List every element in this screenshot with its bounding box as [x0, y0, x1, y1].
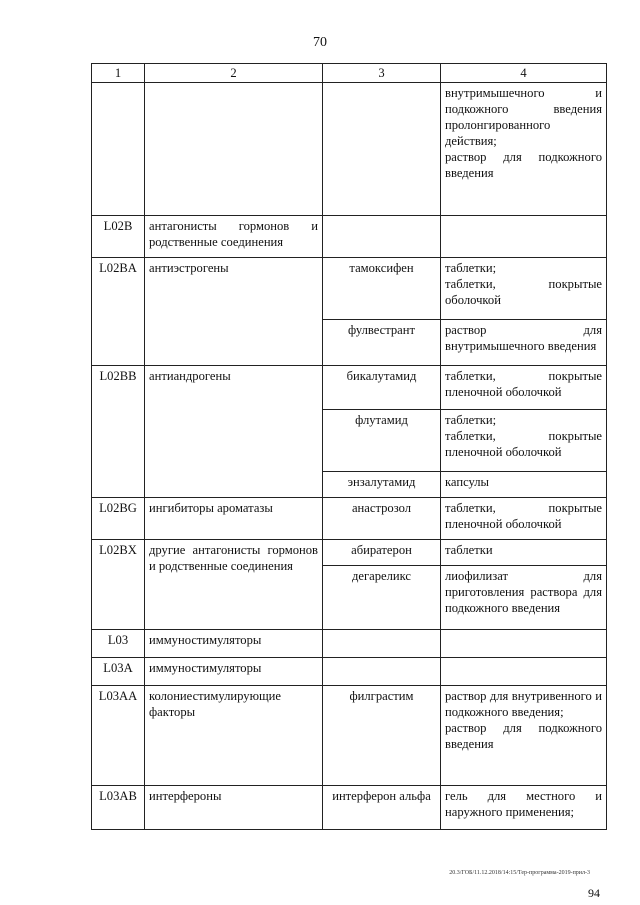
drug-cell: интерферон альфа	[323, 786, 441, 830]
atc-code-cell: L02BA	[92, 258, 145, 366]
group-cell	[145, 83, 323, 216]
group-cell: интерфероны	[145, 786, 323, 830]
header-col-1: 1	[92, 64, 145, 83]
drug-cell: флутамид	[323, 410, 441, 472]
header-col-4: 4	[441, 64, 607, 83]
table-row	[92, 686, 607, 786]
table-row	[92, 658, 607, 686]
page-number: 70	[313, 35, 327, 50]
header-col-2: 2	[145, 64, 323, 83]
drug-cell: абиратерон	[323, 540, 441, 566]
atc-code-cell	[92, 83, 145, 216]
group-cell: иммуностимуляторы	[145, 658, 323, 686]
drug-cell: фулвестрант	[323, 320, 441, 366]
atc-code-cell: L03AA	[92, 686, 145, 786]
drug-cell	[323, 630, 441, 658]
dosage-forms-cell: таблетки, покрытые пленочной оболочкой	[441, 366, 607, 410]
atc-code-cell: L03AB	[92, 786, 145, 830]
table-header-row	[92, 64, 607, 83]
dosage-forms-cell: внутримышечного и подкожного введения пролонгированного действия; раствор для подкожного введения	[441, 83, 607, 216]
header-col-3: 3	[323, 64, 441, 83]
drug-cell	[323, 83, 441, 216]
atc-code-cell: L02B	[92, 216, 145, 258]
dosage-forms-cell	[441, 658, 607, 686]
group-cell: колониестимулирующие факторы	[145, 686, 323, 786]
dosage-forms-cell	[441, 630, 607, 658]
drug-cell: тамоксифен	[323, 258, 441, 320]
table-row	[92, 630, 607, 658]
dosage-forms-cell: таблетки; таблетки, покрытые оболочкой	[441, 258, 607, 320]
dosage-forms-cell: таблетки	[441, 540, 607, 566]
dosage-forms-cell: таблетки, покрытые пленочной оболочкой	[441, 498, 607, 540]
group-cell: антиэстрогены	[145, 258, 323, 366]
drug-cell: бикалутамид	[323, 366, 441, 410]
table-row	[92, 366, 607, 410]
atc-code-cell: L03	[92, 630, 145, 658]
atc-code-cell: L02BX	[92, 540, 145, 630]
table-row	[92, 540, 607, 566]
dosage-forms-cell: раствор для внутривенного и подкожного введения; раствор для подкожного введения	[441, 686, 607, 786]
dosage-forms-cell	[441, 216, 607, 258]
dosage-forms-cell: раствор для внутримышечного введения	[441, 320, 607, 366]
drug-cell	[323, 216, 441, 258]
atc-code-cell: L02BG	[92, 498, 145, 540]
drug-cell: энзалутамид	[323, 472, 441, 498]
drug-cell: анастрозол	[323, 498, 441, 540]
table-row	[92, 498, 607, 540]
group-cell: иммуностимуляторы	[145, 630, 323, 658]
dosage-forms-cell: гель для местного и наружного применения;	[441, 786, 607, 830]
drug-cell: дегареликс	[323, 566, 441, 630]
table-row	[92, 786, 607, 830]
drug-cell	[323, 658, 441, 686]
atc-code-cell: L03A	[92, 658, 145, 686]
group-cell: другие антагонисты гормонов и родственные соединения	[145, 540, 323, 630]
footer-document-code: 20.3/ГОБ/11.12.2018/14:15/Тер-программа-2019-прил-3	[449, 870, 590, 876]
table-row	[92, 258, 607, 320]
drug-table	[91, 63, 607, 830]
dosage-forms-cell: капсулы	[441, 472, 607, 498]
group-cell: антагонисты гормонов и родственные соединения	[145, 216, 323, 258]
group-cell: ингибиторы ароматазы	[145, 498, 323, 540]
table-row	[92, 216, 607, 258]
drug-cell: филграстим	[323, 686, 441, 786]
sheet-number: 94	[588, 886, 600, 900]
dosage-forms-cell: лиофилизат для приготовления раствора для подкожного введения	[441, 566, 607, 630]
dosage-forms-cell: таблетки; таблетки, покрытые пленочной оболочкой	[441, 410, 607, 472]
table-row	[92, 83, 607, 216]
atc-code-cell: L02BB	[92, 366, 145, 498]
group-cell: антиандрогены	[145, 366, 323, 498]
